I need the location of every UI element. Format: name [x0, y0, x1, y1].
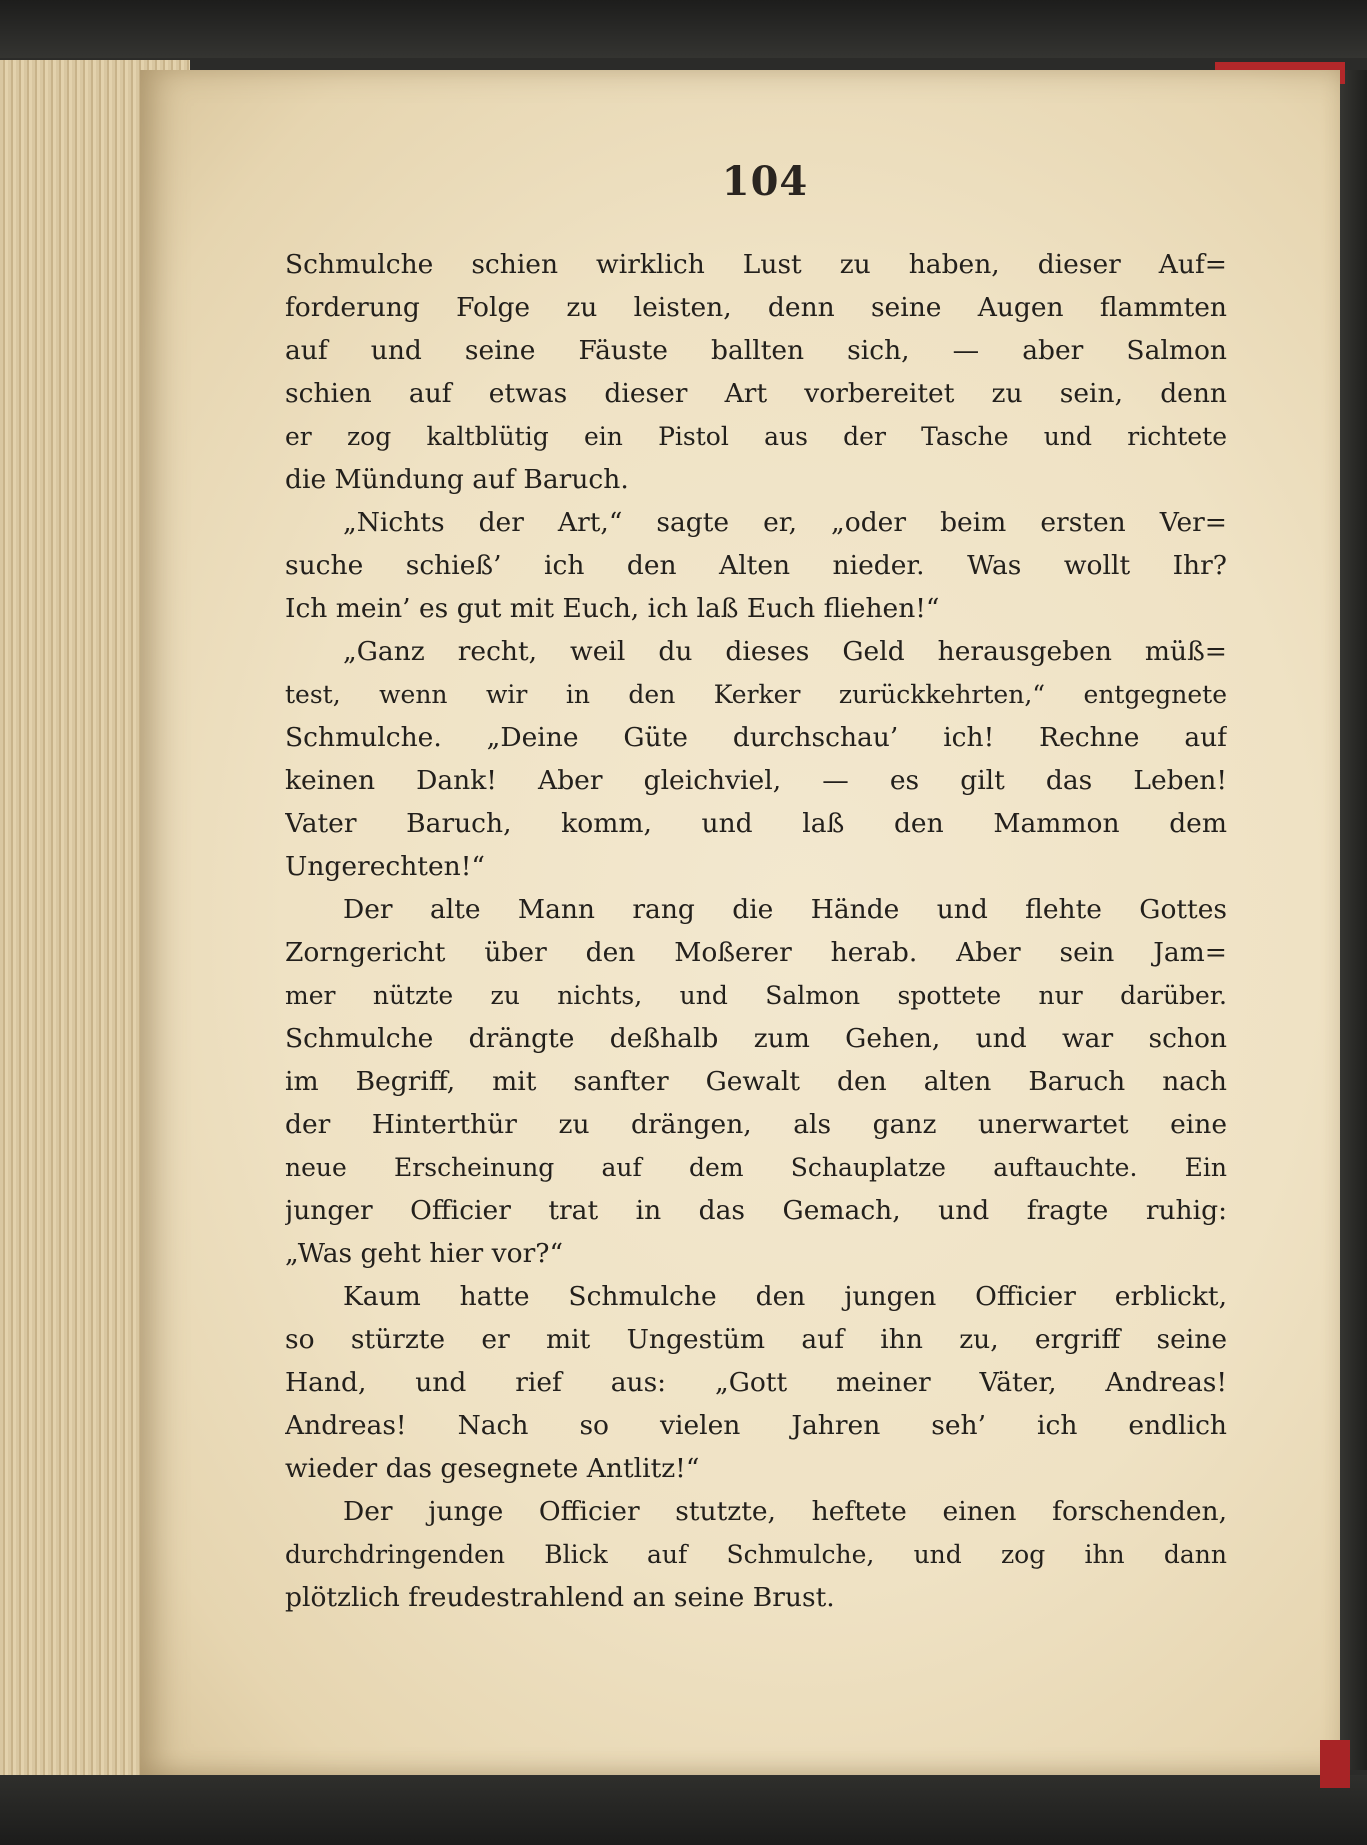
scanner-background-bottom [0, 1775, 1367, 1845]
text-line: Schmulche drängte deßhalb zum Gehen, und war schon [285, 1023, 1227, 1054]
bookmark-ribbon-bottom [1320, 1740, 1350, 1788]
text-line: plötzlich freudestrahlend an seine Brust. [285, 1582, 835, 1613]
text-line: er zog kaltblütig ein Pistol aus der Tasche und richtete [285, 422, 1227, 451]
text-line: der Hinterthür zu drängen, als ganz unerwartet eine [285, 1109, 1227, 1140]
text-line: Zorngericht über den Moßerer herab. Aber sein Jam= [285, 937, 1227, 968]
text-line: Ich mein’ es gut mit Euch, ich laß Euch fliehen!“ [285, 593, 940, 624]
text-line: auf und seine Fäuste ballten sich, — aber Salmon [285, 335, 1227, 366]
text-line: forderung Folge zu leisten, denn seine Augen flammten [285, 292, 1227, 323]
text-line: Schmulche. „Deine Güte durchschau’ ich! Rechne auf [285, 722, 1227, 753]
text-line: durchdringenden Blick auf Schmulche, und zog ihn dann [285, 1540, 1227, 1569]
text-line: so stürzte er mit Ungestüm auf ihn zu, ergriff seine [285, 1324, 1227, 1355]
text-line: Der alte Mann rang die Hände und flehte Gottes [343, 894, 1227, 925]
text-line: neue Erscheinung auf dem Schauplatze auftauchte. Ein [285, 1153, 1227, 1182]
page-body-text [285, 243, 1227, 1619]
text-line: mer nützte zu nichts, und Salmon spottete nur darüber. [285, 981, 1227, 1010]
text-line: Kaum hatte Schmulche den jungen Officier erblickt, [343, 1281, 1227, 1312]
text-line: Vater Baruch, komm, und laß den Mammon dem [285, 808, 1227, 839]
text-line: suche schieß’ ich den Alten nieder. Was wollt Ihr? [285, 550, 1227, 581]
text-line: im Begriff, mit sanfter Gewalt den alten Baruch nach [285, 1066, 1227, 1097]
text-line: schien auf etwas dieser Art vorbereitet zu sein, denn [285, 378, 1227, 409]
text-line: Hand, und rief aus: „Gott meiner Väter, Andreas! [285, 1367, 1227, 1398]
page-number: 104 [721, 158, 809, 205]
text-line: test, wenn wir in den Kerker zurückkehrten,“ entgegnete [285, 680, 1227, 709]
text-line: Schmulche schien wirklich Lust zu haben, dieser Auf= [285, 249, 1227, 280]
text-line: Der junge Officier stutzte, heftete einen forschenden, [343, 1496, 1227, 1527]
text-line: Andreas! Nach so vielen Jahren seh’ ich endlich [285, 1410, 1227, 1441]
text-line: „Nichts der Art,“ sagte er, „oder beim ersten Ver= [343, 507, 1227, 538]
text-line: keinen Dank! Aber gleichviel, — es gilt das Leben! [285, 765, 1227, 796]
text-line: die Mündung auf Baruch. [285, 464, 629, 495]
text-line: „Ganz recht, weil du dieses Geld herausgeben müß= [343, 636, 1227, 667]
text-line: „Was geht hier vor?“ [285, 1238, 563, 1269]
text-line: Ungerechten!“ [285, 851, 485, 882]
text-line: junger Officier trat in das Gemach, und fragte ruhig: [285, 1195, 1227, 1226]
scanner-background-top [0, 0, 1367, 58]
text-line: wieder das gesegnete Antlitz!“ [285, 1453, 700, 1484]
